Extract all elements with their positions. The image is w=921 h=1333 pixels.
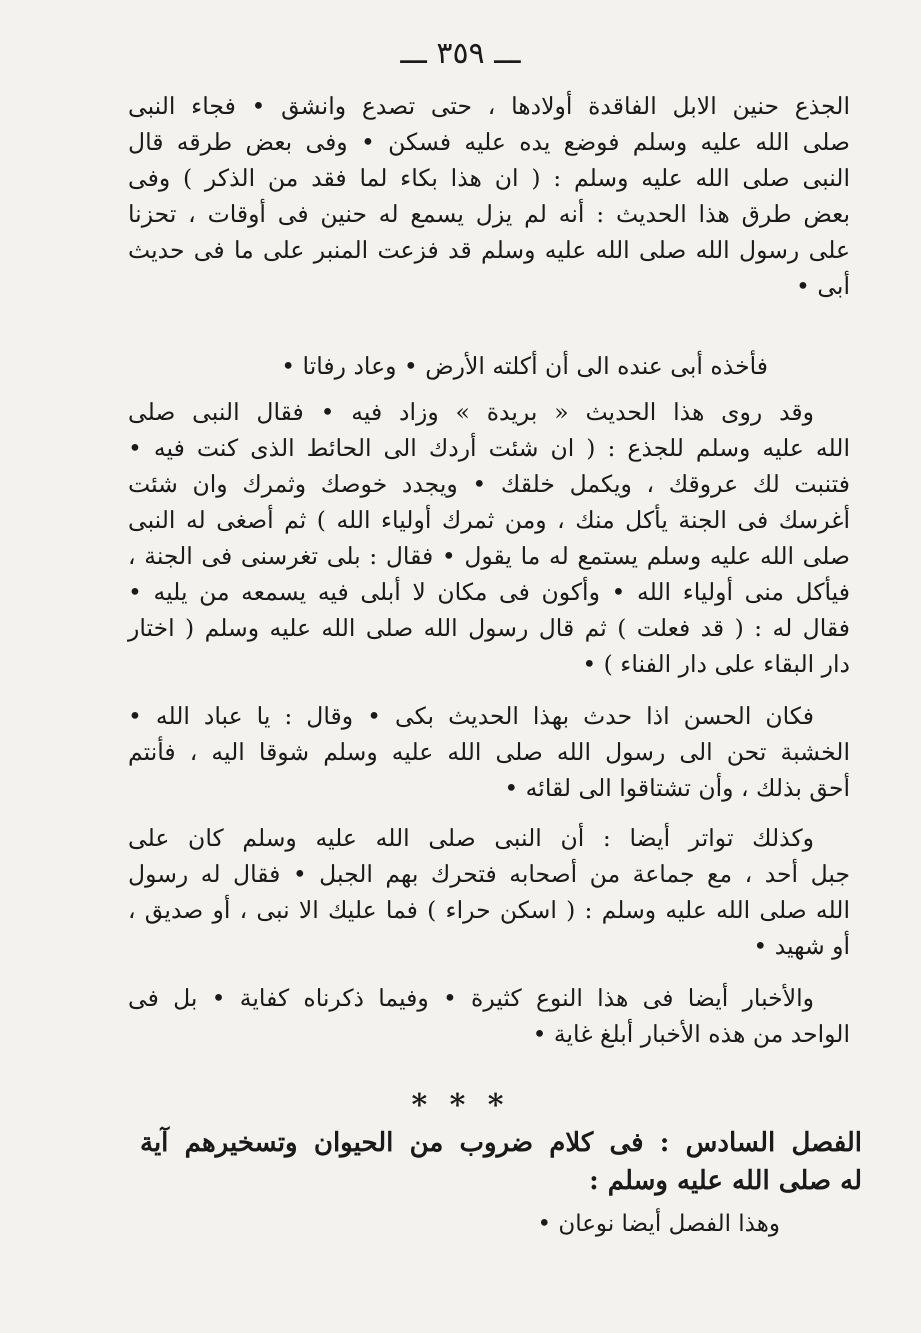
text-line: والأخبار أيضا فى هذا النوع كثيرة • وفيما ذكرناه كفاية • بل فى: [128, 984, 814, 1012]
text-line: فتنبت لك عروقك ، ويكمل خلقك • ويجدد خوصك وثمرك وان شئت: [128, 470, 850, 498]
closing-line: وهذا الفصل أيضا نوعان •: [537, 1211, 780, 1237]
paragraph-3: [128, 394, 850, 682]
text-line: فكان الحسن اذا حدث بهذا الحديث بكى • وقال : يا عباد الله •: [128, 702, 814, 730]
paragraph-1: [128, 88, 850, 304]
text-line: دار البقاء على دار الفناء ) •: [582, 650, 850, 678]
text-line: وقد روى هذا الحديث « بريدة » وزاد فيه • فقال النبى صلى: [128, 398, 814, 426]
paragraph-6: [128, 980, 850, 1052]
text-line: الجذع حنين الابل الفاقدة أولادها ، حتى تصدع وانشق • فجاء النبى: [128, 92, 850, 120]
text-line: أو شهيد •: [753, 932, 850, 960]
paragraph-4: [128, 698, 850, 806]
text-line: صلى الله عليه وسلم فوضع يده عليه فسكن • وفى بعض طرقه قال: [128, 128, 850, 156]
paragraph-5: [128, 820, 850, 964]
text-line: أغرسك فى الجنة يأكل منك ، ومن ثمرك أولياء الله ) ثم أصغى له النبى: [128, 506, 850, 534]
chapter-heading-line-2: له صلى الله عليه وسلم :: [589, 1166, 862, 1196]
text-line: صلى الله عليه وسلم يستمع له ما يقول • فقال : بلى تغرسنى فى الجنة ،: [128, 542, 850, 570]
text-line: الله صلى الله عليه وسلم : ( اسكن حراء ) فما عليك الا نبى ، أو صديق ،: [128, 896, 850, 924]
text-line: فقال له : ( قد فعلت ) ثم قال رسول الله صلى الله عليه وسلم ( اختار: [128, 614, 850, 642]
chapter-heading: [140, 1124, 862, 1200]
text-line: وكذلك تواتر أيضا : أن النبى صلى الله عليه وسلم كان على: [128, 824, 814, 852]
text-line: بعض طرق هذا الحديث : أنه لم يزل يسمع له حنين فى أوقات ، تحزنا: [128, 200, 850, 228]
chapter-heading-line-1: الفصل السادس : فى كلام ضروب من الحيوان وتسخيرهم آية: [140, 1128, 862, 1158]
text-line: الله عليه وسلم للجذع : ( ان شئت أردك الى الحائط الذى كنت فيه •: [128, 434, 850, 462]
text-line: أبى •: [796, 272, 850, 300]
text-line: جبل أحد ، مع جماعة من أصحابه فتحرك بهم الجبل • فقال له رسول: [128, 860, 850, 888]
text-line: فيأكل منى أولياء الله • وأكون فى مكان لا أبلى فيه يسمعه من يليه •: [128, 578, 850, 606]
text-line: أحق بذلك ، وأن تشتاقوا الى لقائه •: [504, 774, 850, 802]
paragraph-2: [128, 348, 768, 384]
text-line: على رسول الله صلى الله عليه وسلم قد فزعت المنبر على ما فى حديث: [128, 236, 850, 264]
text-line: الخشبة تحن الى رسول الله صلى الله عليه وسلم شوقا اليه ، فأنتم: [128, 738, 850, 766]
section-separator: * * *: [411, 1088, 510, 1123]
text-line: الواحد من هذه الأخبار أبلغ غاية •: [532, 1020, 850, 1048]
text-line: فأخذه أبى عنده الى أن أكلته الأرض • وعاد رفاتا •: [281, 352, 768, 380]
text-line: النبى صلى الله عليه وسلم : ( ان هذا بكاء لما فقد من الذكر ) وفى: [128, 164, 850, 192]
page-number: ـــ ٣٥٩ ـــ: [400, 36, 521, 71]
